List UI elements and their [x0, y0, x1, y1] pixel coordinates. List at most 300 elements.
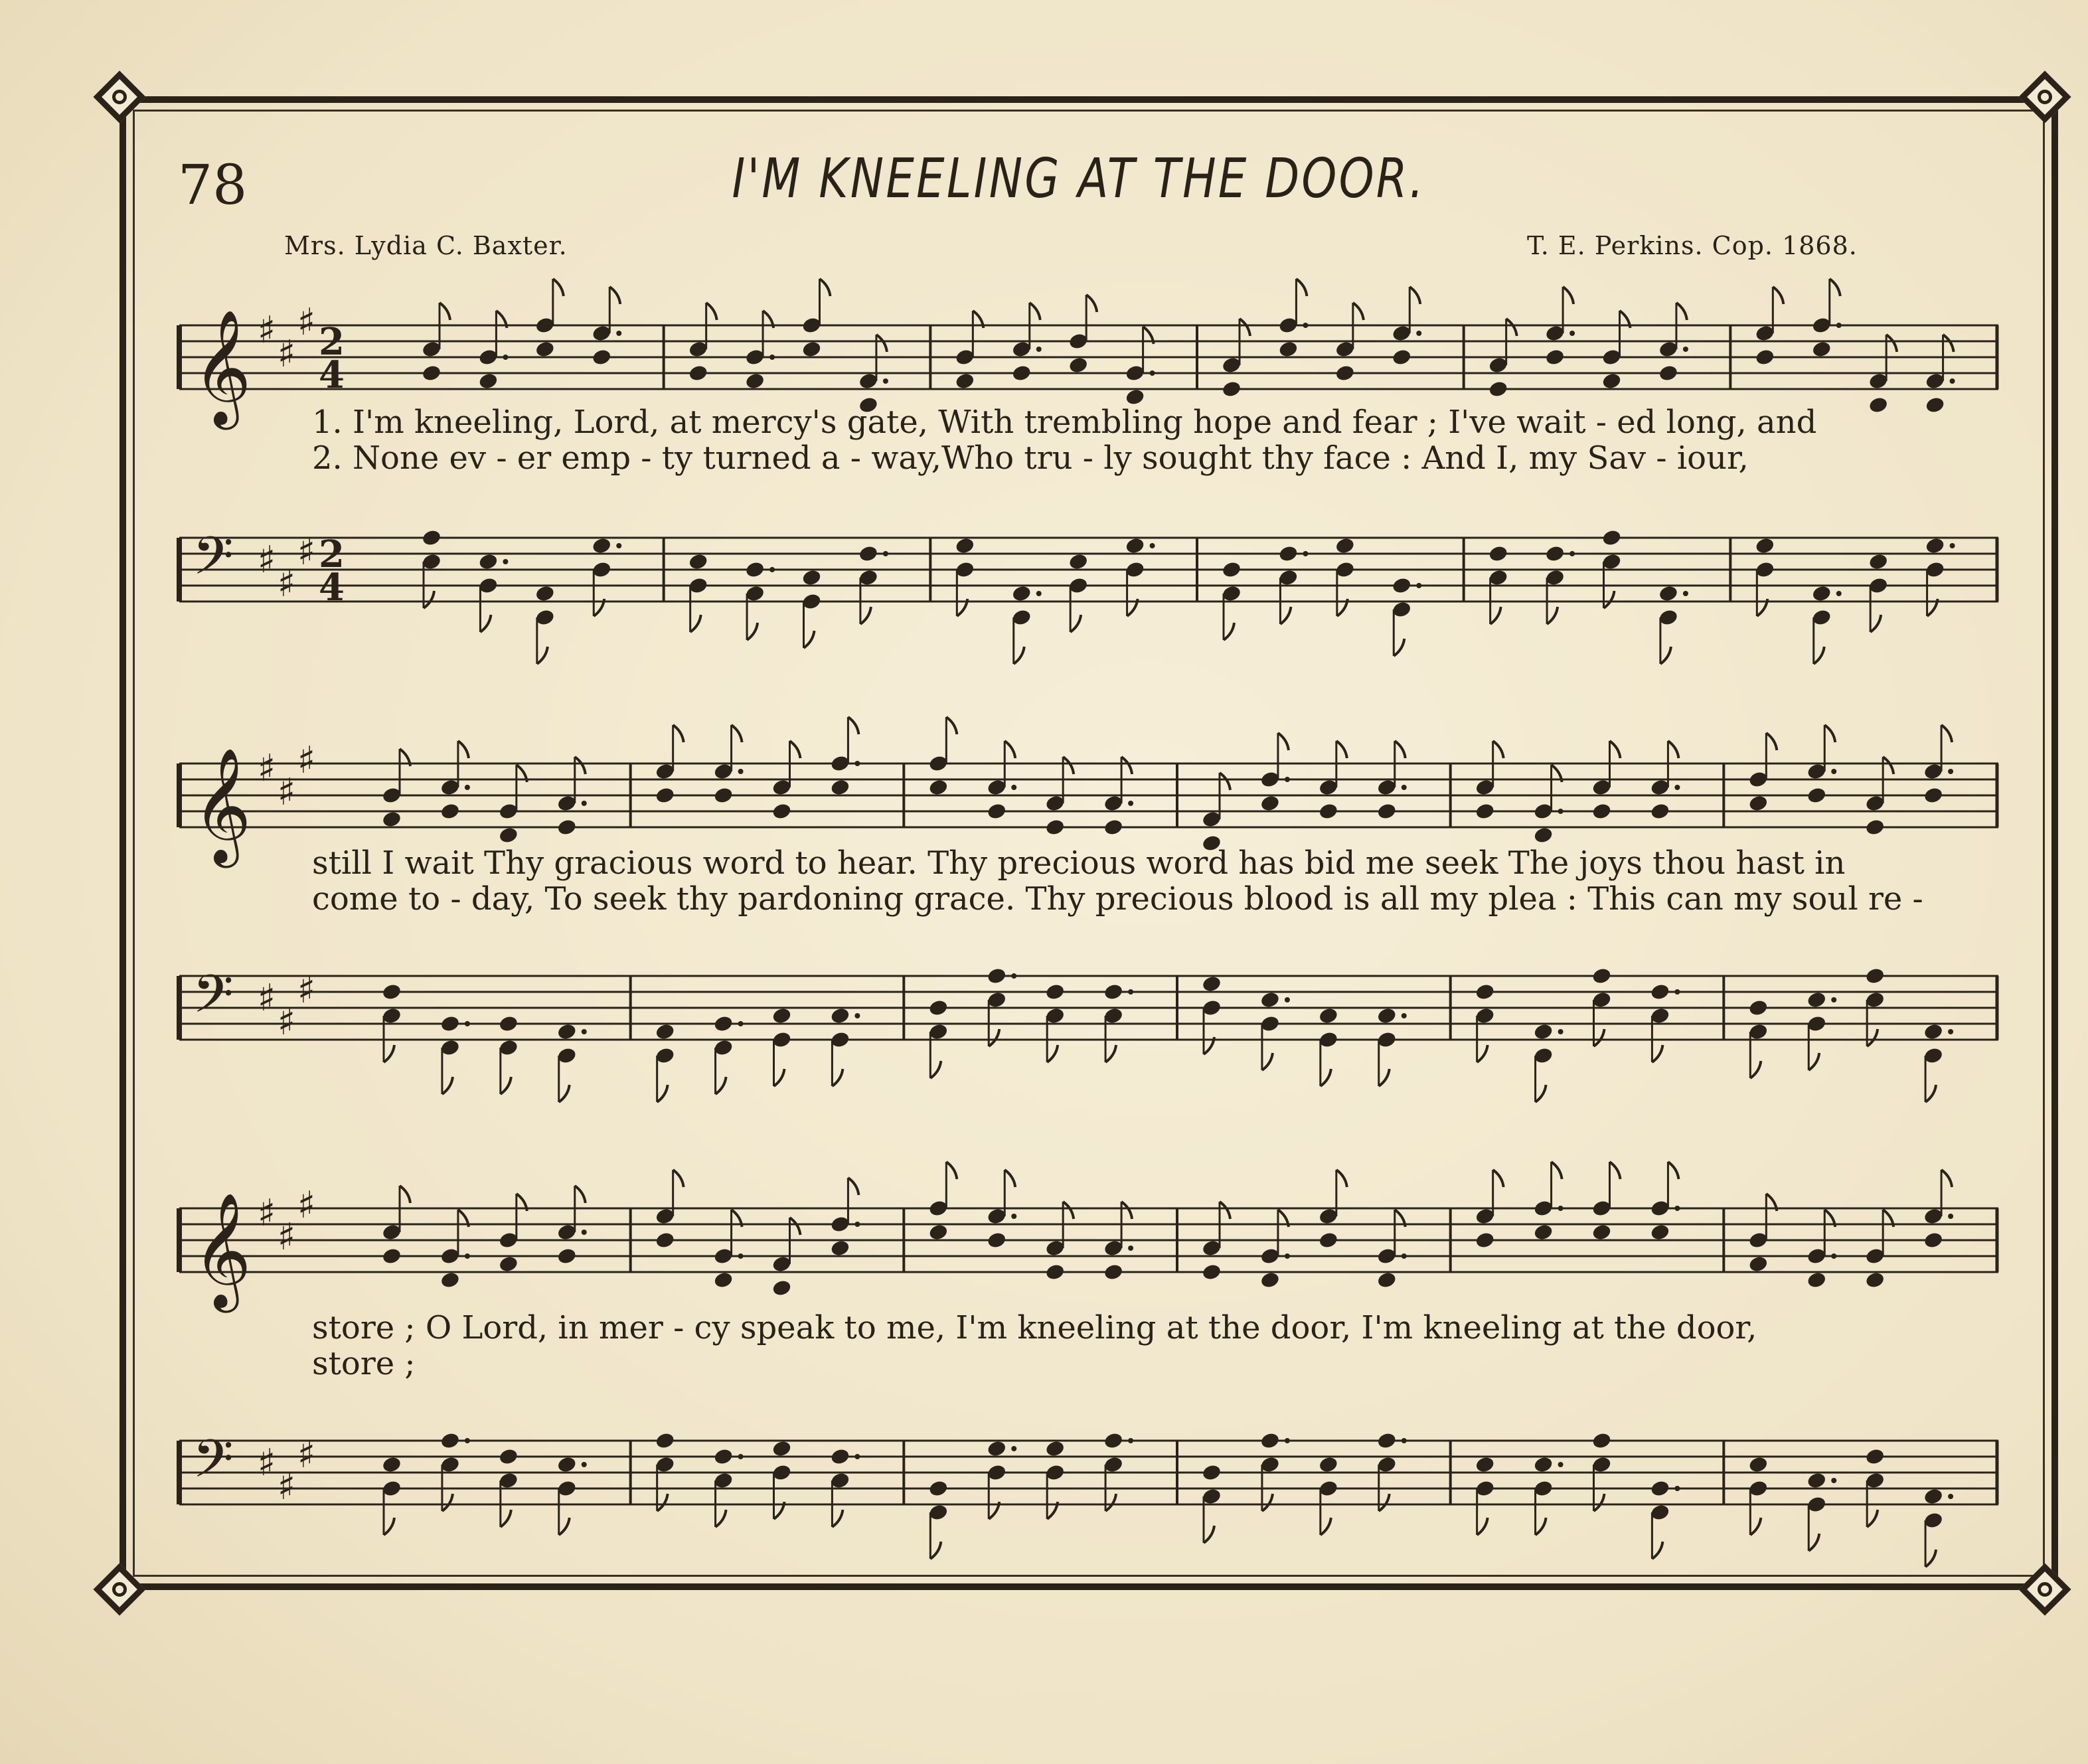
- treble-clef-icon: 𝄞: [193, 309, 252, 425]
- note-head: [1748, 1255, 1769, 1273]
- note-flag: [989, 1029, 999, 1046]
- note-head: [1318, 1231, 1338, 1249]
- note-head: [1533, 826, 1554, 844]
- note-head: [1865, 1447, 1886, 1466]
- dot: [1674, 1486, 1680, 1491]
- note-head: [1865, 818, 1886, 837]
- dot: [503, 559, 508, 564]
- sharp-icon: ♯: [278, 1216, 296, 1259]
- note-head: [713, 1447, 734, 1466]
- sharp-icon: ♯: [278, 333, 296, 376]
- note-flag: [1867, 1510, 1878, 1527]
- dot: [465, 1021, 470, 1026]
- note-head: [1591, 802, 1612, 821]
- note-flag: [790, 741, 801, 758]
- note-head: [498, 1014, 519, 1033]
- note-head: [830, 1239, 850, 1257]
- note-flag: [1870, 615, 1881, 632]
- note-flag: [1353, 303, 1364, 320]
- sharp-icon: ♯: [278, 1465, 296, 1508]
- note-flag: [1493, 1170, 1504, 1187]
- note-flag: [832, 1510, 843, 1527]
- music-system-1: [179, 285, 1998, 657]
- note-head: [1865, 1271, 1886, 1289]
- dot: [1036, 591, 1042, 596]
- note-flag: [1220, 1202, 1230, 1219]
- note-head: [592, 348, 612, 366]
- note-flag: [1750, 1061, 1761, 1078]
- note-head: [1201, 1463, 1222, 1482]
- note-flag: [400, 1186, 410, 1203]
- note-head: [987, 1439, 1007, 1458]
- note-head: [1045, 983, 1066, 1001]
- note-head: [1011, 364, 1032, 382]
- sharp-icon: ♯: [258, 538, 276, 582]
- note-head: [440, 1431, 460, 1450]
- dot: [1948, 1494, 1953, 1499]
- note-head: [1334, 364, 1355, 382]
- sharp-icon: ♯: [258, 747, 276, 790]
- dot: [1831, 769, 1836, 774]
- note-head: [1045, 1439, 1066, 1458]
- note-flag: [790, 1218, 801, 1235]
- lyric-line-verse-1: 1. I'm kneeling, Lord, at mercy's gate, With trembling hope and fear ; I've wait - ed long, and: [312, 404, 1817, 441]
- note-flag: [575, 1186, 586, 1203]
- composer-credit: T. E. Perkins. Cop. 1868.: [1527, 231, 1858, 260]
- note-flag: [804, 631, 815, 648]
- note-head: [744, 560, 765, 579]
- dot: [854, 1222, 860, 1227]
- note-head: [1221, 560, 1242, 579]
- note-head: [1923, 1487, 1943, 1506]
- note-flag: [1004, 741, 1015, 758]
- note-flag: [609, 287, 620, 304]
- note-head: [1748, 999, 1769, 1017]
- note-head: [713, 1014, 734, 1033]
- music-system-2: [179, 724, 1998, 1095]
- note-head: [1807, 991, 1827, 1009]
- dot: [465, 1253, 470, 1259]
- note-head: [1376, 1431, 1397, 1450]
- bass-clef-icon: 𝄢: [193, 1428, 234, 1502]
- dot: [1683, 347, 1688, 352]
- treble-staff: [179, 1182, 1998, 1308]
- note-flag: [575, 757, 586, 774]
- dot: [1674, 785, 1680, 790]
- lyric-line-verse-2: store ;: [312, 1345, 416, 1382]
- note-head: [771, 1006, 792, 1025]
- dot: [1558, 809, 1564, 814]
- dot: [1285, 1438, 1290, 1443]
- note-head: [534, 584, 555, 603]
- dot: [465, 1438, 470, 1443]
- dot: [1948, 1029, 1953, 1034]
- dot: [854, 1454, 860, 1459]
- dot: [738, 769, 744, 774]
- note-head: [556, 1247, 577, 1265]
- note-head: [381, 1455, 402, 1474]
- note-flag: [1086, 295, 1097, 312]
- note-head: [1259, 794, 1280, 813]
- note-head: [1591, 967, 1612, 985]
- dot: [1285, 777, 1290, 782]
- note-head: [1475, 1455, 1495, 1474]
- lyric-line-verse-1: store ; O Lord, in mer - cy speak to me, I'm kneeling at the door, I'm kneeling at the door,: [312, 1309, 1757, 1346]
- note-flag: [1547, 607, 1558, 624]
- note-flag: [424, 591, 434, 608]
- dot: [582, 801, 587, 806]
- note-head: [1376, 1271, 1397, 1289]
- note-head: [955, 536, 975, 555]
- note-head: [1318, 802, 1338, 821]
- note-head: [1601, 528, 1622, 547]
- note-flag: [1321, 1518, 1331, 1535]
- note-head: [771, 802, 792, 821]
- dot: [1128, 989, 1133, 995]
- dot: [1303, 323, 1308, 328]
- note-head: [1318, 1006, 1338, 1025]
- dot: [1674, 989, 1680, 995]
- note-head: [381, 1247, 402, 1265]
- note-head: [1748, 794, 1769, 813]
- note-head: [421, 528, 442, 547]
- note-flag: [1867, 1029, 1878, 1046]
- note-flag: [690, 615, 701, 632]
- note-head: [1807, 1471, 1827, 1490]
- note-flag: [860, 607, 871, 624]
- dot: [1831, 1253, 1836, 1259]
- note-flag: [384, 1518, 394, 1535]
- note-head: [830, 1447, 850, 1466]
- note-flag: [1047, 1045, 1058, 1062]
- note-flag: [1594, 1029, 1605, 1046]
- dot: [738, 1253, 744, 1259]
- dot: [1683, 591, 1688, 596]
- dot: [1950, 543, 1955, 548]
- note-flag: [848, 1178, 858, 1195]
- note-head: [1068, 552, 1089, 571]
- note-head: [1103, 983, 1123, 1001]
- time-signature-bottom: 4: [319, 566, 345, 609]
- note-head: [1748, 1455, 1769, 1474]
- note-head: [592, 536, 612, 555]
- note-head: [1865, 967, 1886, 985]
- note-head: [1650, 1479, 1670, 1498]
- note-head: [1201, 1263, 1222, 1281]
- note-flag: [1262, 1494, 1273, 1511]
- dot: [1011, 973, 1016, 979]
- note-head: [1544, 544, 1565, 563]
- dot: [1011, 785, 1016, 790]
- note-flag: [1490, 607, 1501, 624]
- note-head: [1045, 1263, 1066, 1281]
- note-head: [744, 372, 765, 390]
- note-head: [1392, 348, 1412, 366]
- note-flag: [1750, 1518, 1761, 1535]
- dot: [1011, 1214, 1016, 1219]
- note-head: [858, 544, 878, 563]
- note-head: [713, 786, 734, 805]
- note-head: [987, 967, 1007, 985]
- dot: [1569, 551, 1575, 556]
- dot: [1416, 331, 1421, 336]
- note-flag: [440, 303, 450, 320]
- note-flag: [1070, 615, 1081, 632]
- dot: [1836, 323, 1842, 328]
- bass-staff: [179, 1414, 1998, 1534]
- dot: [503, 355, 508, 360]
- note-head: [1544, 348, 1565, 366]
- note-head: [655, 1022, 675, 1041]
- dot: [769, 355, 775, 360]
- note-head: [440, 1014, 460, 1033]
- note-flag: [1030, 303, 1040, 320]
- note-flag: [1536, 1518, 1546, 1535]
- sharp-icon: ♯: [258, 309, 276, 352]
- note-head: [1475, 983, 1495, 1001]
- dot: [1011, 1446, 1016, 1451]
- note-head: [1278, 340, 1299, 359]
- note-head: [1807, 1271, 1827, 1289]
- note-flag: [1336, 741, 1347, 758]
- note-flag: [673, 1170, 684, 1187]
- note-flag: [480, 615, 491, 632]
- note-head: [830, 1006, 850, 1025]
- dot: [769, 567, 775, 572]
- note-head: [1811, 584, 1832, 603]
- note-flag: [1941, 725, 1952, 742]
- dot: [883, 551, 888, 556]
- note-head: [556, 1455, 577, 1474]
- note-head: [1658, 584, 1678, 603]
- note-flag: [1105, 1494, 1116, 1511]
- note-head: [1807, 786, 1827, 805]
- note-flag: [1379, 1069, 1390, 1086]
- dot: [465, 785, 470, 790]
- note-flag: [1652, 1045, 1662, 1062]
- note-head: [1259, 991, 1280, 1009]
- note-flag: [1278, 733, 1289, 750]
- note-head: [1125, 536, 1145, 555]
- dot: [1558, 1029, 1564, 1034]
- dot: [582, 1462, 587, 1467]
- note-head: [1392, 576, 1412, 595]
- lyric-line-verse-2: 2. None ev - er emp - ty turned a - way,Who tru - ly sought thy face : And I, my Sav - iour,: [312, 440, 1749, 477]
- note-flag: [1280, 607, 1291, 624]
- dot: [1150, 370, 1155, 376]
- lyric-line-verse-2: come to - day, To seek thy pardoning grace. Thy precious blood is all my plea : This can my soul re -: [312, 880, 1923, 918]
- dot: [1836, 591, 1842, 596]
- note-head: [1533, 1223, 1554, 1242]
- note-flag: [1563, 287, 1573, 304]
- note-head: [955, 372, 975, 390]
- sharp-icon: ♯: [297, 1184, 316, 1227]
- note-flag: [732, 725, 742, 742]
- note-flag: [1941, 1170, 1952, 1187]
- note-flag: [1063, 1202, 1074, 1219]
- note-flag: [1321, 1069, 1331, 1086]
- note-head: [498, 826, 519, 844]
- dot: [616, 331, 621, 336]
- note-head: [1755, 348, 1775, 366]
- sharp-icon: ♯: [297, 301, 316, 344]
- note-flag: [1220, 773, 1230, 790]
- note-head: [928, 1223, 949, 1242]
- note-head: [1259, 1271, 1280, 1289]
- hymn-title: I'M KNEELING AT THE DOOR.: [732, 147, 1426, 210]
- dot: [1285, 997, 1290, 1002]
- note-flag: [1594, 1494, 1605, 1511]
- note-head: [655, 786, 675, 805]
- note-head: [1868, 552, 1889, 571]
- note-flag: [1379, 1494, 1390, 1511]
- note-head: [1011, 584, 1032, 603]
- note-head: [381, 983, 402, 1001]
- dot: [616, 543, 621, 548]
- dot: [1128, 1438, 1133, 1443]
- note-flag: [1824, 725, 1835, 742]
- note-flag: [559, 1518, 570, 1535]
- note-flag: [1395, 741, 1405, 758]
- dot: [1150, 543, 1155, 548]
- note-flag: [1604, 591, 1615, 608]
- note-flag: [1808, 1053, 1819, 1070]
- dot: [582, 1230, 587, 1235]
- note-flag: [1121, 757, 1132, 774]
- note-flag: [1773, 287, 1783, 304]
- note-head: [498, 1255, 519, 1273]
- note-head: [1533, 1455, 1554, 1474]
- dot: [1674, 1206, 1680, 1211]
- note-head: [1475, 802, 1495, 821]
- note-flag: [1224, 623, 1234, 640]
- dot: [1402, 1253, 1407, 1259]
- note-flag: [501, 1510, 511, 1527]
- note-head: [771, 1439, 792, 1458]
- note-head: [1334, 536, 1355, 555]
- note-flag: [1493, 741, 1504, 758]
- note-flag: [1240, 319, 1250, 336]
- note-flag: [706, 303, 717, 320]
- lyric-line-verse-1: still I wait Thy gracious word to hear. Thy precious word has bid me seek The joys thou hast in: [312, 844, 1846, 882]
- note-flag: [1477, 1518, 1488, 1535]
- lyricist-credit: Mrs. Lydia C. Baxter.: [284, 231, 568, 260]
- note-flag: [442, 1494, 453, 1511]
- note-head: [1259, 1431, 1280, 1450]
- note-head: [713, 1271, 734, 1289]
- sharp-icon: ♯: [278, 562, 296, 605]
- note-head: [440, 1271, 460, 1289]
- note-flag: [716, 1077, 726, 1094]
- note-head: [556, 818, 577, 837]
- dot: [1831, 1478, 1836, 1483]
- note-flag: [747, 623, 758, 640]
- dot: [1948, 769, 1953, 774]
- note-head: [1650, 802, 1670, 821]
- note-head: [655, 1231, 675, 1249]
- note-head: [1533, 1022, 1554, 1041]
- bass-clef-icon: 𝄢: [193, 525, 234, 600]
- note-head: [1925, 536, 1945, 555]
- note-flag: [1336, 1170, 1347, 1187]
- bass-staff: [179, 949, 1998, 1069]
- note-head: [928, 999, 949, 1017]
- note-head: [1376, 802, 1397, 821]
- sharp-icon: ♯: [297, 1433, 316, 1477]
- note-flag: [1676, 303, 1687, 320]
- dot: [582, 1029, 587, 1034]
- note-head: [1045, 818, 1066, 837]
- dot: [1569, 331, 1575, 336]
- sharp-icon: ♯: [297, 739, 316, 782]
- dot: [1416, 583, 1421, 588]
- dot: [1948, 1214, 1953, 1219]
- note-head: [478, 552, 499, 571]
- note-head: [1103, 1263, 1123, 1281]
- note-flag: [1883, 757, 1893, 774]
- note-head: [1923, 1231, 1943, 1249]
- note-head: [1278, 544, 1299, 563]
- sharp-icon: ♯: [258, 977, 276, 1020]
- note-head: [688, 552, 708, 571]
- dot: [1128, 1245, 1133, 1251]
- note-flag: [1262, 1053, 1273, 1070]
- note-head: [1658, 364, 1678, 382]
- note-flag: [1394, 639, 1404, 656]
- note-head: [1318, 1455, 1338, 1474]
- note-head: [830, 778, 850, 797]
- note-head: [1755, 536, 1775, 555]
- note-head: [1601, 372, 1622, 390]
- note-head: [1923, 786, 1943, 805]
- note-flag: [673, 725, 684, 742]
- bass-clef-icon: 𝄢: [193, 963, 234, 1038]
- sharp-icon: ♯: [297, 969, 316, 1012]
- note-flag: [716, 1510, 726, 1527]
- sharp-icon: ♯: [278, 771, 296, 814]
- sharp-icon: ♯: [258, 1441, 276, 1484]
- note-flag: [1409, 287, 1420, 304]
- note-flag: [1105, 1045, 1116, 1062]
- note-flag: [384, 1045, 394, 1062]
- dot: [738, 1454, 744, 1459]
- note-head: [1591, 1223, 1612, 1242]
- time-signature-bottom: 4: [319, 353, 345, 397]
- time-signature-top: 2: [319, 532, 345, 576]
- note-head: [1923, 1022, 1943, 1041]
- note-flag: [1506, 319, 1517, 336]
- music-system-3: [179, 1168, 1998, 1540]
- note-head: [1475, 1231, 1495, 1249]
- note-flag: [876, 335, 887, 352]
- treble-clef-icon: 𝄞: [193, 1192, 252, 1308]
- note-head: [381, 810, 402, 829]
- note-flag: [774, 1069, 785, 1086]
- bass-staff: [179, 511, 1998, 631]
- dot: [1950, 378, 1955, 384]
- note-head: [928, 1479, 949, 1498]
- sharp-icon: ♯: [258, 1192, 276, 1235]
- note-flag: [1766, 733, 1777, 750]
- note-head: [498, 1447, 519, 1466]
- dot: [883, 378, 888, 384]
- note-head: [1103, 818, 1123, 837]
- note-flag: [1668, 741, 1678, 758]
- note-head: [688, 364, 708, 382]
- note-flag: [1004, 1170, 1015, 1187]
- note-head: [1103, 1431, 1123, 1450]
- note-flag: [458, 741, 469, 758]
